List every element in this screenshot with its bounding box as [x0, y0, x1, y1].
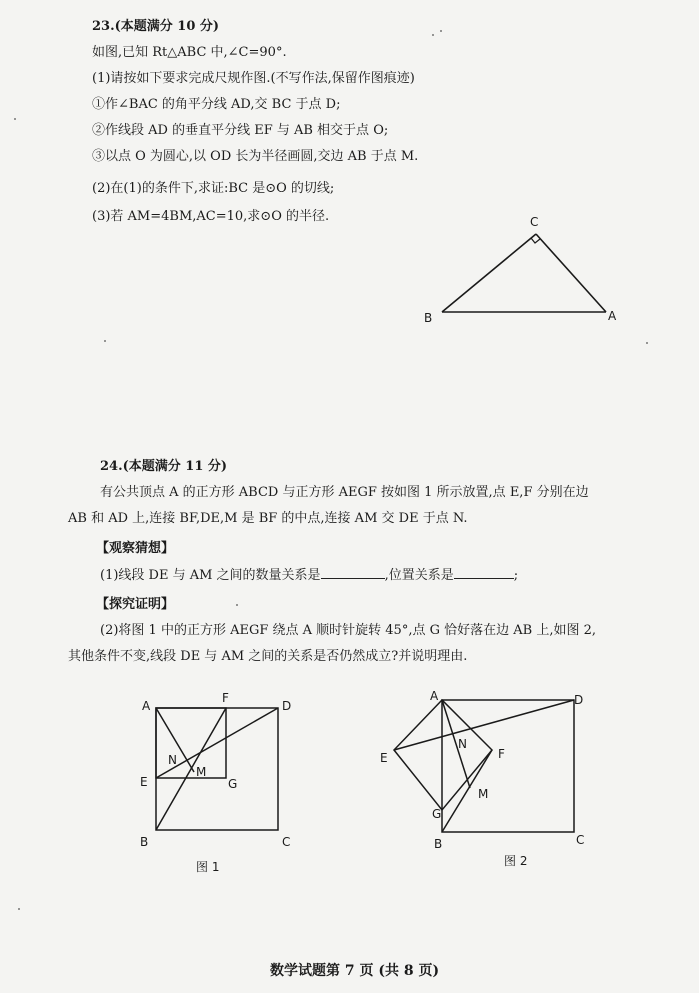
fig1-label-d: D	[282, 699, 292, 713]
q24-part2-line1: (2)将图 1 中的正方形 AEGF 绕点 A 顺时针旋转 45°,点 G 恰好落在边 AB 上,如图 2,	[100, 623, 596, 638]
segment-de	[156, 708, 278, 778]
q24-intro-line2: AB 和 AD 上,连接 BF,DE,M 是 BF 的中点,连接 AM 交 DE 于点 N.	[68, 511, 468, 526]
fig2-label-e: E	[380, 751, 388, 765]
fig1-label-g: G	[228, 777, 238, 791]
q23-title: 23.(本题满分 10 分)	[92, 19, 220, 34]
fig2-label-g: G	[432, 807, 442, 821]
q24-title: 24.(本题满分 11 分)	[100, 459, 228, 474]
answer-blank-quantity	[321, 566, 385, 579]
fig2-label-c: C	[576, 833, 585, 847]
page-footer: 数学试题第 7 页 (共 8 页)	[270, 963, 440, 979]
q24-section-observe: 【观察猜想】	[96, 541, 175, 556]
q23-part1: (1)请按如下要求完成尺规作图.(不写作法,保留作图痕迹)	[92, 71, 415, 86]
q24-part1-text-c: ;	[513, 568, 519, 583]
q24-part1	[100, 566, 518, 585]
fig1-label-f: F	[222, 691, 229, 705]
scan-speck	[646, 342, 648, 344]
fig1-label-m: M	[196, 765, 207, 779]
fig1-caption: 图 1	[196, 860, 220, 874]
fig2-label-a: A	[430, 689, 439, 703]
q23-triangle-figure	[410, 208, 630, 328]
label-a: A	[608, 309, 617, 323]
square-abcd	[156, 708, 278, 830]
q23-step1: ①作∠BAC 的角平分线 AD,交 BC 于点 D;	[92, 97, 341, 112]
scan-speck	[104, 340, 106, 342]
q24-part2-line2: 其他条件不变,线段 DE 与 AM 之间的关系是否仍然成立?并说明理由.	[68, 649, 468, 664]
scan-speck	[236, 604, 238, 606]
q24-part1-text-b: ,位置关系是	[384, 568, 454, 583]
fig1-label-c: C	[282, 835, 291, 849]
side-bc	[442, 234, 536, 312]
q23-part2: (2)在(1)的条件下,求证:BC 是⊙O 的切线;	[92, 181, 335, 196]
fig2-caption: 图 2	[504, 854, 528, 868]
scan-speck	[440, 30, 442, 32]
fig2-label-m: M	[478, 787, 489, 801]
scan-speck	[432, 34, 434, 36]
q23-step2: ②作线段 AD 的垂直平分线 EF 与 AB 相交于点 O;	[92, 123, 389, 138]
q24-part1-text-a: (1)线段 DE 与 AM 之间的数量关系是	[100, 568, 321, 583]
q24-figure-2	[378, 688, 598, 850]
fig1-label-b: B	[140, 835, 149, 849]
fig2-label-n: N	[458, 737, 467, 751]
q23-step3: ③以点 O 为圆心,以 OD 长为半径画圆,交边 AB 于点 M.	[92, 149, 419, 164]
side-ca	[536, 234, 606, 312]
fig2-label-b: B	[434, 837, 443, 850]
q24-intro-line1: 有公共顶点 A 的正方形 ABCD 与正方形 AEGF 按如图 1 所示放置,点 E,F 分别在边	[100, 485, 589, 500]
answer-blank-position	[454, 566, 514, 579]
fig1-label-e: E	[140, 775, 148, 789]
scan-speck	[18, 908, 20, 910]
label-b: B	[424, 311, 433, 325]
fig2-label-f: F	[498, 747, 505, 761]
right-angle-mark	[531, 238, 540, 243]
fig1-label-n: N	[168, 753, 177, 767]
fig2-label-d: D	[574, 693, 584, 707]
scan-speck	[14, 118, 16, 120]
q24-section-prove: 【探究证明】	[96, 597, 175, 612]
q23-given: 如图,已知 Rt△ABC 中,∠C=90°.	[92, 45, 287, 60]
fig1-label-a: A	[142, 699, 151, 713]
q24-figure-1	[130, 690, 320, 860]
q23-part3: (3)若 AM=4BM,AC=10,求⊙O 的半径.	[92, 209, 330, 224]
label-c: C	[530, 215, 539, 229]
